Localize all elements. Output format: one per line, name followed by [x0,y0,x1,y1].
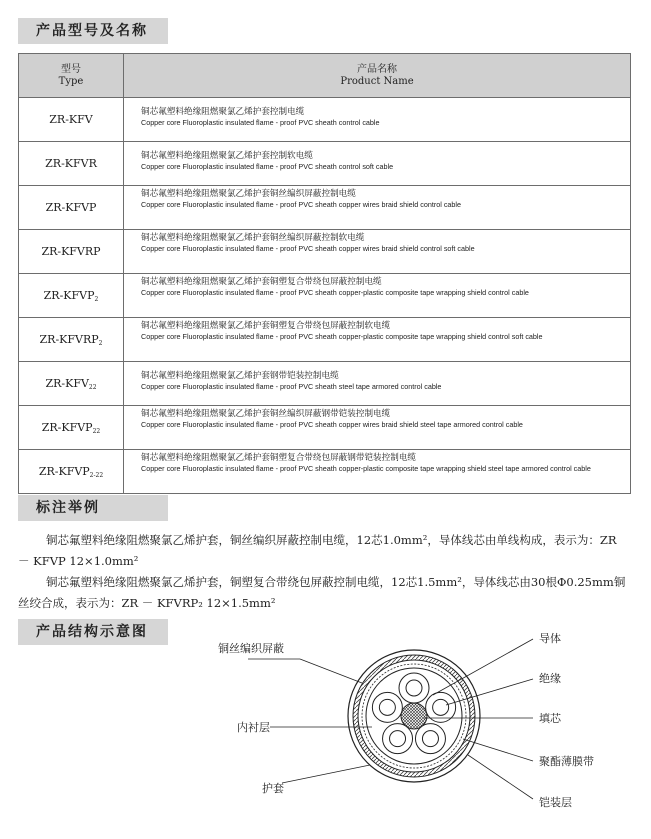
model-code: ZR-KFVP [38,464,90,478]
model-code: ZR-KFVP [41,420,93,434]
model-cell [19,274,124,318]
name-cell [124,142,631,186]
header-model-en: Type [58,75,84,87]
name-cell [124,450,631,494]
label-inner: 内衬层 [237,721,270,734]
name-cn: 铜芯氟塑料绝缘阻燃聚氯乙烯护套铜丝编织屏蔽钢带铠装控制电缆 [141,409,391,419]
table-row [19,362,631,406]
example-paragraph-1: 铜芯氟塑料绝缘阻燃聚氯乙烯护套，铜丝编织屏蔽控制电缆，12芯1.0mm²，导体线芯由单线构成，表示为：ZR － KFVP 12×1.0mm² [18,533,617,568]
label-insulation: 绝缘 [539,672,561,685]
name-en: Copper core Fluoroplastic insulated flame - proof PVC sheath copper-plastic composite tape wrapping shield steel tape armored control cable [141,463,591,473]
label-conductor: 导体 [539,632,561,645]
name-cn: 铜芯氟塑料绝缘阻燃聚氯乙烯护套铜塑复合带绕包屏蔽钢带铠装控制电缆 [141,453,417,463]
name-en: Copper core Fluoroplastic insulated flame - proof PVC sheath control soft cable [141,161,394,171]
name-cn: 铜芯氟塑料绝缘阻燃聚氯乙烯护套控制软电缆 [141,151,313,161]
header-model [19,54,124,98]
core-conductor [422,731,438,747]
name-cn: 铜芯氟塑料绝缘阻燃聚氯乙烯护套铜塑复合带绕包屏蔽控制电缆 [141,277,382,287]
cable-structure-diagram [0,619,651,839]
model-cell [19,450,124,494]
core-conductor [406,680,422,696]
name-en: Copper core Fluoroplastic insulated flame - proof PVC sheath copper wires braid shield steel tape armored control cable [141,419,523,429]
model-code: ZR-KFV [49,113,93,126]
core-conductor [433,699,449,715]
model-table [18,53,631,494]
core-conductor [390,731,406,747]
core-conductor [379,699,395,715]
table-row [19,318,631,362]
name-cn: 铜芯氟塑料绝缘阻燃聚氯乙烯护套钢带铠装控制电缆 [141,371,339,381]
name-cell [124,186,631,230]
name-cn: 铜芯氟塑料绝缘阻燃聚氯乙烯护套控制电缆 [141,107,305,117]
table-row [19,450,631,494]
model-code: ZR-KFVRP [41,245,101,258]
model-subscript: 2-22 [89,471,104,479]
model-code: ZR-KFVRP [39,332,99,346]
model-cell [19,318,124,362]
model-code: ZR-KFV [45,376,89,390]
table-row [19,142,631,186]
name-cell [124,98,631,142]
table-row [19,186,631,230]
section-title-models: 产品型号及名称 [18,18,168,44]
name-cell [124,406,631,450]
name-cell [124,230,631,274]
table-row [19,274,631,318]
header-name-en: Product Name [340,75,414,87]
model-subscript: 2 [94,295,99,303]
leader-sheath [282,765,370,783]
name-en: Copper core Fluoroplastic insulated flame - proof PVC sheath control cable [141,117,380,127]
table-row [19,406,631,450]
example-paragraph-2: 铜芯氟塑料绝缘阻燃聚氯乙烯护套，铜塑复合带绕包屏蔽控制电缆，12芯1.5mm²，导体线芯由30根Φ0.25mm铜丝绞合成，表示为：ZR － KFVRP₂ 12×1.5mm² [18,575,626,610]
name-cn: 铜芯氟塑料绝缘阻燃聚氯乙烯护套铜塑复合带绕包屏蔽控制软电缆 [141,321,391,331]
model-subscript: 22 [88,383,97,391]
name-en: Copper core Fluoroplastic insulated flame - proof PVC sheath copper-plastic composite tape wrapping shield control cable [141,287,529,297]
table-row [19,230,631,274]
model-code: ZR-KFVP [43,288,95,302]
name-cn: 铜芯氟塑料绝缘阻燃聚氯乙烯护套铜丝编织屏蔽控制软电缆 [141,233,365,243]
label-filler: 填芯 [539,712,561,725]
header-model-cn: 型号 [61,63,81,75]
label-armor: 铠装层 [539,796,572,809]
section-title-example: 标注举例 [18,495,168,521]
model-cell [19,362,124,406]
label-film: 聚酯薄膜带 [539,755,594,768]
leader-film [463,739,533,761]
model-cell [19,230,124,274]
table-row [19,98,631,142]
table-header-row [19,54,631,98]
model-cell [19,98,124,142]
header-name-cn: 产品名称 [357,63,397,75]
model-cell [19,142,124,186]
name-cn: 铜芯氟塑料绝缘阻燃聚氯乙烯护套铜丝编织屏蔽控制电缆 [141,189,356,199]
model-code: ZR-KFVR [45,157,97,170]
name-en: Copper core Fluoroplastic insulated flame - proof PVC sheath copper wires braid shield control soft cable [141,243,475,253]
header-name [124,54,631,98]
name-en: Copper core Fluoroplastic insulated flame - proof PVC sheath copper wires braid shield control cable [141,199,462,209]
leader-braid [300,659,362,683]
label-braid: 铜丝编织屏蔽 [218,642,284,655]
name-cell [124,318,631,362]
name-cell [124,362,631,406]
label-sheath: 护套 [262,782,284,795]
leader-armor [468,755,533,799]
model-cell [19,186,124,230]
name-en: Copper core Fluoroplastic insulated flame - proof PVC sheath steel tape armored control cable [141,381,442,391]
model-cell [19,406,124,450]
name-en: Copper core Fluoroplastic insulated flame - proof PVC sheath copper-plastic composite tape wrapping shield control soft cable [141,331,543,341]
model-subscript: 22 [92,427,101,435]
model-subscript: 2 [98,339,103,347]
name-cell [124,274,631,318]
section-title-structure: 产品结构示意图 [18,619,168,645]
model-code: ZR-KFVP [45,201,97,214]
